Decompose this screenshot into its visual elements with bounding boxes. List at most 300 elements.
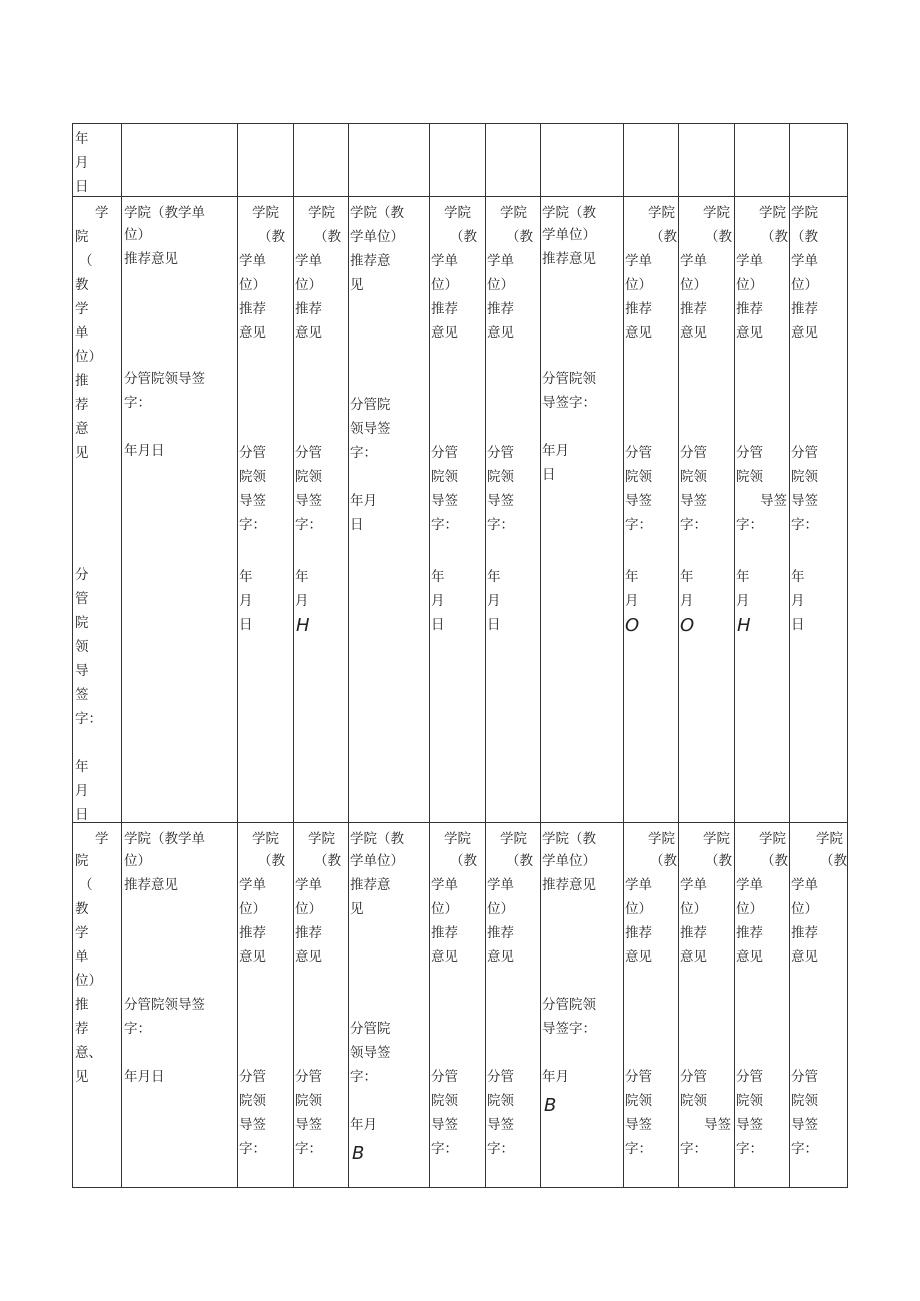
cell-heading: （教 xyxy=(650,853,677,869)
cell-heading: 见 xyxy=(350,901,364,917)
signature-label: 字： xyxy=(736,517,763,533)
cell-heading: （教 xyxy=(314,853,341,869)
label-char: 意、 xyxy=(75,1045,102,1061)
cell-heading: （教 xyxy=(791,229,818,245)
cell-heading: 位） xyxy=(487,901,514,917)
signature-label: 院领 xyxy=(487,1093,514,1109)
signature-label: 导签 xyxy=(431,493,458,509)
cell-heading: （教 xyxy=(820,853,847,869)
date-label: 月 xyxy=(487,593,501,609)
cell-heading: 位） xyxy=(124,227,151,243)
narrow-cell xyxy=(790,197,848,823)
narrow-cell xyxy=(735,823,790,1188)
signature-label: 分管 xyxy=(680,1069,707,1085)
date-label: 日 xyxy=(487,617,501,633)
label-char: 单 xyxy=(75,949,89,965)
handwritten-mark: O xyxy=(625,615,640,636)
handwritten-mark: B xyxy=(544,1095,557,1116)
cell-heading: 学院（教 xyxy=(542,831,596,847)
date-cell xyxy=(73,124,122,197)
cell-heading: 学院 xyxy=(308,831,335,847)
cell-heading: 意见 xyxy=(736,949,763,965)
label-char: 单 xyxy=(75,325,89,341)
cell-heading: 学单位） xyxy=(542,853,596,869)
cell-heading: 学单 xyxy=(625,877,652,893)
label-char: 推 xyxy=(75,373,89,389)
cell-heading: 学单 xyxy=(736,877,763,893)
section-label-cell xyxy=(73,823,122,1188)
cell-heading: 学院 xyxy=(816,831,843,847)
signature-label: 院领 xyxy=(680,469,707,485)
cell-heading: 意见 xyxy=(625,325,652,341)
signature-label: 字： xyxy=(350,1069,377,1085)
cell-heading: 意见 xyxy=(680,949,707,965)
signature-label: 分管 xyxy=(239,1069,266,1085)
empty-cell xyxy=(430,124,486,197)
date-label: 月 xyxy=(680,593,694,609)
cell-heading: 学院 xyxy=(648,205,675,221)
cell-heading: 学院 xyxy=(308,205,335,221)
date-label: 日 xyxy=(431,617,445,633)
signature-label: 导签 xyxy=(487,1117,514,1133)
med-cell xyxy=(541,823,624,1188)
cell-heading: 意见 xyxy=(295,949,322,965)
date-label: 月 xyxy=(431,593,445,609)
cell-heading: 学单 xyxy=(487,877,514,893)
empty-cell xyxy=(294,124,349,197)
signature-label: 领导签 xyxy=(350,1045,391,1061)
signature-label: 分管 xyxy=(431,1069,458,1085)
date-char: 日 xyxy=(75,807,89,823)
empty-cell xyxy=(238,124,294,197)
date-char: 月 xyxy=(75,783,89,799)
signature-label: 分管 xyxy=(680,445,707,461)
cell-heading: 意见 xyxy=(791,949,818,965)
cell-heading: 意见 xyxy=(431,949,458,965)
cell-heading: 推荐 xyxy=(736,925,763,941)
cell-heading: 推荐 xyxy=(431,301,458,317)
signature-label: 字： xyxy=(487,1141,514,1157)
cell-heading: 推荐 xyxy=(791,925,818,941)
cell-heading: 推荐意 xyxy=(350,877,391,893)
cell-heading: 意见 xyxy=(487,949,514,965)
cell-heading: 学单 xyxy=(736,253,763,269)
signature-label: 院领 xyxy=(736,469,763,485)
signature-label: 字： xyxy=(680,1141,707,1157)
signature-label: 分管院领导签 xyxy=(124,997,205,1013)
cell-heading: 学单 xyxy=(625,253,652,269)
signature-label: 院领 xyxy=(625,1093,652,1109)
sig-char: 签 xyxy=(75,687,89,703)
cell-heading: 推荐 xyxy=(487,925,514,941)
cell-heading: （教 xyxy=(258,229,285,245)
handwritten-mark: O xyxy=(680,615,695,636)
label-char: 教 xyxy=(75,901,89,917)
label-char: 意 xyxy=(75,421,89,437)
cell-heading: 位） xyxy=(431,901,458,917)
date-label: 年月日 xyxy=(124,1069,165,1085)
signature-label: 分管 xyxy=(736,445,763,461)
cell-heading: 学单 xyxy=(239,877,266,893)
empty-cell xyxy=(122,124,238,197)
signature-label: 字： xyxy=(680,517,707,533)
date-label: 年 xyxy=(431,569,445,585)
signature-label: 分管院领 xyxy=(542,997,596,1013)
cell-heading: 学院 xyxy=(252,205,279,221)
signature-label: 导签 xyxy=(625,1117,652,1133)
cell-heading: 位） xyxy=(680,277,707,293)
date-label: 年 xyxy=(295,569,309,585)
signature-label: 分管 xyxy=(431,445,458,461)
signature-label: 导签字： xyxy=(542,395,596,411)
cell-heading: 位） xyxy=(680,901,707,917)
date-month: 月 xyxy=(75,155,89,171)
signature-label: 院领 xyxy=(431,469,458,485)
signature-label: 院领 xyxy=(239,469,266,485)
label-char: 学 xyxy=(95,831,109,847)
date-label: 月 xyxy=(625,593,639,609)
label-char: 荐 xyxy=(75,1021,89,1037)
cell-heading: 推荐意 xyxy=(350,253,391,269)
signature-label: 字： xyxy=(124,1021,151,1037)
sig-char: 领 xyxy=(75,639,89,655)
signature-label: 分管院 xyxy=(350,1021,391,1037)
signature-label: 导签 xyxy=(680,493,707,509)
cell-heading: （教 xyxy=(506,229,533,245)
signature-label: 院领 xyxy=(431,1093,458,1109)
signature-label: 字： xyxy=(239,1141,266,1157)
signature-label: 导签 xyxy=(625,493,652,509)
signature-label: 字： xyxy=(791,1141,818,1157)
cell-heading: 位） xyxy=(736,901,763,917)
cell-heading: （教 xyxy=(450,229,477,245)
narrow-cell xyxy=(430,197,486,823)
cell-heading: 学院（教学单 xyxy=(124,831,205,847)
cell-heading: 意见 xyxy=(736,325,763,341)
sig-char: 管 xyxy=(75,591,89,607)
cell-heading: 推荐 xyxy=(625,301,652,317)
signature-label: 字： xyxy=(625,517,652,533)
handwritten-mark: H xyxy=(737,615,751,636)
signature-label: 分管院 xyxy=(350,397,391,413)
narrow-cell xyxy=(238,823,294,1188)
cell-heading: 推荐 xyxy=(239,925,266,941)
narrow-cell xyxy=(486,823,541,1188)
narrow-cell xyxy=(624,197,679,823)
cell-heading: 学院 xyxy=(648,831,675,847)
date-label: 月 xyxy=(791,593,805,609)
sig-char: 分 xyxy=(75,567,89,583)
signature-label: 导签 xyxy=(760,493,787,509)
date-day: 日 xyxy=(75,179,89,195)
cell-heading: 学单 xyxy=(680,253,707,269)
date-label: 年月 xyxy=(542,443,569,459)
label-char: 院 xyxy=(75,853,89,869)
cell-heading: （教 xyxy=(650,229,677,245)
date-label: 年月 xyxy=(350,493,377,509)
cell-heading: 学院（教 xyxy=(542,205,596,221)
signature-label: 字： xyxy=(350,445,377,461)
date-label: 年月日 xyxy=(124,443,165,459)
wide-cell xyxy=(122,823,238,1188)
wide-cell xyxy=(122,197,238,823)
cell-heading: 位） xyxy=(487,277,514,293)
signature-label: 字： xyxy=(487,517,514,533)
cell-heading: （教 xyxy=(450,853,477,869)
signature-label: 导签 xyxy=(704,1117,731,1133)
signature-label: 分管 xyxy=(791,1069,818,1085)
label-char: 学 xyxy=(75,301,89,317)
cell-heading: 学院（教 xyxy=(350,205,404,221)
sig-char: 院 xyxy=(75,615,89,631)
signature-label: 分管 xyxy=(239,445,266,461)
label-char: （ xyxy=(79,253,93,269)
date-label: 日 xyxy=(791,617,805,633)
cell-heading: 推荐 xyxy=(791,301,818,317)
cell-heading: 学院 xyxy=(759,831,786,847)
cell-heading: 意见 xyxy=(239,949,266,965)
cell-heading: 学院 xyxy=(444,831,471,847)
cell-heading: （教 xyxy=(314,229,341,245)
cell-heading: 学院 xyxy=(500,831,527,847)
label-char: 见 xyxy=(75,445,89,461)
cell-heading: （教 xyxy=(258,853,285,869)
signature-label: 领导签 xyxy=(350,421,391,437)
cell-heading: 推荐 xyxy=(431,925,458,941)
cell-heading: 位） xyxy=(625,901,652,917)
cell-heading: 意见 xyxy=(239,325,266,341)
signature-label: 导签字： xyxy=(542,1021,596,1037)
date-label: 年 xyxy=(487,569,501,585)
date-label: 月 xyxy=(295,593,309,609)
cell-heading: 学单 xyxy=(431,253,458,269)
signature-label: 院领 xyxy=(487,469,514,485)
cell-heading: 位） xyxy=(625,277,652,293)
signature-label: 字： xyxy=(295,517,322,533)
empty-cell xyxy=(486,124,541,197)
cell-heading: （教 xyxy=(506,853,533,869)
cell-heading: 推荐 xyxy=(680,925,707,941)
cell-heading: 见 xyxy=(350,277,364,293)
empty-cell xyxy=(624,124,679,197)
cell-heading: 位） xyxy=(791,277,818,293)
narrow-cell xyxy=(679,197,735,823)
cell-heading: 学单 xyxy=(487,253,514,269)
signature-label: 院领 xyxy=(295,1093,322,1109)
cell-heading: 位） xyxy=(295,901,322,917)
cell-heading: 位） xyxy=(431,277,458,293)
narrow-cell xyxy=(238,197,294,823)
cell-heading: 学院（教 xyxy=(350,831,404,847)
cell-heading: 推荐 xyxy=(625,925,652,941)
cell-heading: 学单位） xyxy=(350,853,404,869)
narrow-cell xyxy=(486,197,541,823)
date-label: 年月 xyxy=(350,1117,377,1133)
narrow-cell xyxy=(624,823,679,1188)
empty-cell xyxy=(349,124,430,197)
signature-label: 分管 xyxy=(791,445,818,461)
label-char: 教 xyxy=(75,277,89,293)
narrow-cell xyxy=(735,197,790,823)
handwritten-mark: H xyxy=(296,615,310,636)
cell-heading: 学院 xyxy=(791,205,818,221)
cell-heading: 学院 xyxy=(759,205,786,221)
empty-cell xyxy=(735,124,790,197)
cell-heading: 位） xyxy=(239,901,266,917)
cell-heading: 学单 xyxy=(431,877,458,893)
cell-heading: （教 xyxy=(705,853,732,869)
cell-heading: 学院 xyxy=(252,831,279,847)
label-char: 荐 xyxy=(75,397,89,413)
label-char: 推 xyxy=(75,997,89,1013)
signature-label: 分管 xyxy=(487,1069,514,1085)
date-label: 年 xyxy=(239,569,253,585)
cell-heading: 推荐 xyxy=(295,925,322,941)
cell-heading: 位） xyxy=(124,853,151,869)
cell-heading: 学单 xyxy=(295,253,322,269)
cell-heading: 学单 xyxy=(295,877,322,893)
signature-label: 导签 xyxy=(431,1117,458,1133)
date-label: 月 xyxy=(736,593,750,609)
cell-heading: 推荐意见 xyxy=(124,877,178,893)
date-label: 日 xyxy=(350,517,364,533)
cell-heading: 意见 xyxy=(487,325,514,341)
cell-heading: 推荐 xyxy=(736,301,763,317)
signature-label: 导签 xyxy=(736,1117,763,1133)
date-row xyxy=(73,124,848,197)
signature-label: 院领 xyxy=(295,469,322,485)
mid-cell xyxy=(349,823,430,1188)
narrow-cell xyxy=(790,823,848,1188)
signature-label: 字： xyxy=(239,517,266,533)
empty-cell xyxy=(541,124,624,197)
cell-heading: 位） xyxy=(239,277,266,293)
date-label: 日 xyxy=(239,617,253,633)
cell-heading: 意见 xyxy=(295,325,322,341)
empty-cell xyxy=(679,124,735,197)
cell-heading: 推荐意见 xyxy=(124,251,178,267)
signature-label: 导签 xyxy=(239,1117,266,1133)
cell-heading: 学单 xyxy=(791,877,818,893)
cell-heading: 位） xyxy=(295,277,322,293)
cell-heading: 意见 xyxy=(625,949,652,965)
narrow-cell xyxy=(679,823,735,1188)
label-char: （ xyxy=(79,877,93,893)
date-year: 年 xyxy=(75,131,89,147)
signature-label: 导签 xyxy=(295,1117,322,1133)
signature-label: 分管 xyxy=(487,445,514,461)
cell-heading: （教 xyxy=(761,229,788,245)
signature-label: 字： xyxy=(791,517,818,533)
cell-heading: 意见 xyxy=(431,325,458,341)
cell-heading: 学院 xyxy=(703,205,730,221)
signature-label: 导签 xyxy=(239,493,266,509)
date-label: 年月 xyxy=(542,1069,569,1085)
recommendation-row xyxy=(73,197,848,823)
label-char: 学 xyxy=(95,205,109,221)
date-label: 年 xyxy=(625,569,639,585)
cell-heading: 推荐 xyxy=(239,301,266,317)
cell-heading: 学院 xyxy=(500,205,527,221)
cell-heading: 推荐意见 xyxy=(542,251,596,267)
cell-heading: 推荐意见 xyxy=(542,877,596,893)
cell-heading: 学院 xyxy=(444,205,471,221)
cell-heading: 学单 xyxy=(791,253,818,269)
cell-heading: 推荐 xyxy=(487,301,514,317)
label-char: 院 xyxy=(75,229,89,245)
signature-label: 导签 xyxy=(791,493,818,509)
signature-label: 字： xyxy=(295,1141,322,1157)
signature-label: 院领 xyxy=(680,1093,707,1109)
handwritten-mark: B xyxy=(352,1143,365,1164)
date-label: 年 xyxy=(736,569,750,585)
label-char: 位） xyxy=(75,349,102,365)
signature-label: 院领 xyxy=(625,469,652,485)
date-label: 年 xyxy=(791,569,805,585)
empty-cell xyxy=(790,124,848,197)
med-cell xyxy=(541,197,624,823)
cell-heading: 位） xyxy=(736,277,763,293)
signature-label: 院领 xyxy=(239,1093,266,1109)
mid-cell xyxy=(349,197,430,823)
cell-heading: 学单位） xyxy=(542,227,596,243)
cell-heading: 推荐 xyxy=(680,301,707,317)
cell-heading: 意见 xyxy=(680,325,707,341)
date-label: 日 xyxy=(542,467,556,483)
signature-label: 分管 xyxy=(295,445,322,461)
cell-heading: 学院 xyxy=(703,831,730,847)
signature-label: 院领 xyxy=(791,1093,818,1109)
cell-heading: 学单 xyxy=(680,877,707,893)
cell-heading: （教 xyxy=(705,229,732,245)
label-char: 位） xyxy=(75,973,102,989)
sig-char: 字： xyxy=(75,711,102,727)
narrow-cell xyxy=(294,823,349,1188)
recommendation-form-table xyxy=(72,123,848,1188)
cell-heading: 学单 xyxy=(239,253,266,269)
signature-label: 分管院领导签 xyxy=(124,371,205,387)
date-label: 年 xyxy=(680,569,694,585)
signature-label: 导签 xyxy=(791,1117,818,1133)
signature-label: 字： xyxy=(625,1141,652,1157)
section-label-cell xyxy=(73,197,122,823)
cell-heading: 推荐 xyxy=(295,301,322,317)
cell-heading: 学院（教学单 xyxy=(124,205,205,221)
cell-heading: 意见 xyxy=(791,325,818,341)
date-label: 月 xyxy=(239,593,253,609)
sig-char: 导 xyxy=(75,663,89,679)
label-char: 学 xyxy=(75,925,89,941)
cell-heading: （教 xyxy=(761,853,788,869)
cell-heading: 位） xyxy=(791,901,818,917)
signature-label: 分管 xyxy=(625,445,652,461)
signature-label: 导签 xyxy=(487,493,514,509)
signature-label: 导签 xyxy=(295,493,322,509)
signature-label: 分管院领 xyxy=(542,371,596,387)
narrow-cell xyxy=(430,823,486,1188)
signature-label: 字： xyxy=(124,395,151,411)
signature-label: 字： xyxy=(431,517,458,533)
signature-label: 字： xyxy=(736,1141,763,1157)
signature-label: 分管 xyxy=(295,1069,322,1085)
narrow-cell xyxy=(294,197,349,823)
signature-label: 分管 xyxy=(625,1069,652,1085)
cell-heading: 学单位） xyxy=(350,229,404,245)
signature-label: 字： xyxy=(431,1141,458,1157)
date-char: 年 xyxy=(75,759,89,775)
recommendation-row xyxy=(73,823,848,1188)
signature-label: 分管 xyxy=(736,1069,763,1085)
